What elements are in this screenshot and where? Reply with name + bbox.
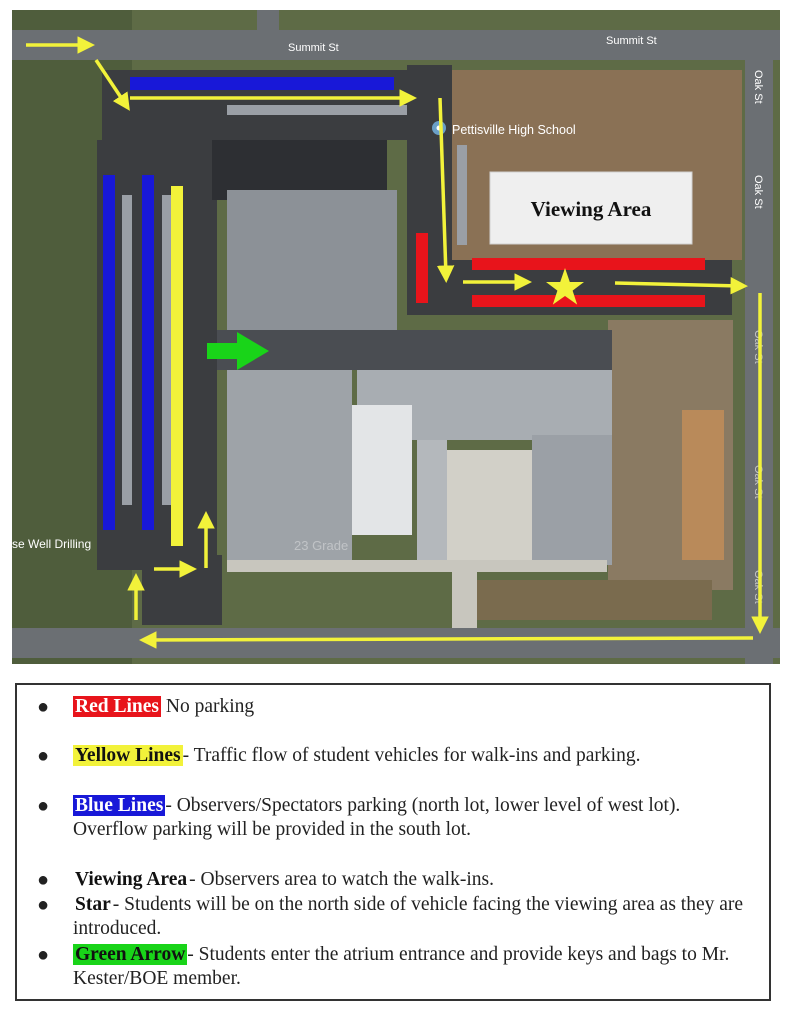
street-label-oak-2: Oak St bbox=[752, 175, 764, 209]
legend-sep: - bbox=[165, 795, 172, 816]
bullet-icon: ● bbox=[37, 894, 50, 916]
legend-text-viewing-area: Observers area to watch the walk-ins. bbox=[195, 869, 494, 890]
red-line-south bbox=[472, 295, 705, 307]
legend-key-viewing-area: Viewing Area bbox=[75, 869, 188, 890]
legend-item-star bbox=[37, 893, 745, 941]
legend-item-yellow-lines bbox=[37, 744, 745, 768]
street-label-oak-1: Oak St bbox=[752, 70, 764, 104]
legend-text-star: Students will be on the north side of vehicle facing the viewing area as they are introduced. bbox=[73, 894, 744, 939]
south-walkway bbox=[227, 560, 607, 572]
playground bbox=[682, 410, 724, 560]
red-line-north bbox=[472, 258, 705, 270]
bullet-icon: ● bbox=[37, 745, 50, 767]
bullet-icon: ● bbox=[37, 696, 50, 718]
red-line-vertical bbox=[416, 233, 428, 303]
legend-sep: - bbox=[189, 869, 196, 890]
legend-text-yellow-lines: Traffic flow of student vehicles for walk-ins and parking. bbox=[189, 745, 641, 766]
legend-item-viewing-area bbox=[37, 868, 745, 892]
legend-sep: - bbox=[112, 894, 120, 915]
yellow-arrow-south-road bbox=[146, 638, 753, 640]
legend-key-red-lines: Red Lines bbox=[75, 696, 159, 717]
legend-item-red-lines bbox=[37, 695, 745, 719]
bullet-icon: ● bbox=[37, 795, 50, 817]
side-street bbox=[257, 10, 279, 40]
legend-sep: - bbox=[187, 944, 194, 965]
legend-item-blue-lines bbox=[37, 794, 745, 842]
courtyard bbox=[447, 450, 537, 570]
south-lawn bbox=[472, 580, 712, 620]
street-label-oak-3: Oak St bbox=[752, 330, 764, 364]
legend bbox=[15, 683, 771, 1001]
school-label: Pettisville High School bbox=[452, 123, 576, 137]
bullet-icon: ● bbox=[37, 944, 50, 966]
legend-sep: - bbox=[182, 745, 190, 766]
legend-key-green-arrow: Green Arrow bbox=[75, 944, 186, 965]
blue-line-north bbox=[130, 77, 394, 90]
street-label-oak-4: Oak St bbox=[752, 465, 764, 499]
campus-map bbox=[12, 10, 780, 664]
blue-line-west-inner bbox=[142, 175, 154, 530]
south-entrance-drive bbox=[142, 555, 222, 625]
summit-st-road bbox=[12, 30, 780, 60]
roof-text: 23 Grade bbox=[294, 538, 349, 553]
street-label-oak-5: Oak St bbox=[752, 570, 764, 604]
south-path bbox=[452, 570, 477, 628]
legend-text-blue-lines: Observers/Spectators parking (north lot, lower level of west lot). Overflow parking will be provided in the south lot. bbox=[73, 795, 681, 840]
legend-key-star: Star bbox=[75, 894, 111, 915]
yellow-line-west-lot bbox=[171, 186, 183, 546]
street-label-summit-west: Summit St bbox=[288, 42, 339, 54]
bullet-icon: ● bbox=[37, 869, 50, 891]
legend-item-green-arrow bbox=[37, 943, 745, 991]
legend-key-blue-lines: Blue Lines bbox=[75, 795, 164, 816]
legend-text-green-arrow: Students enter the atrium entrance and provide keys and bags to Mr. Kester/BOE member. bbox=[73, 944, 730, 989]
viewing-area-label: Viewing Area bbox=[530, 197, 652, 221]
map-pin-icon bbox=[432, 121, 446, 135]
street-label-summit-east: Summit St bbox=[606, 35, 657, 47]
business-label: se Well Drilling bbox=[12, 537, 92, 551]
legend-text-red-lines: No parking bbox=[160, 696, 255, 717]
south-road bbox=[12, 628, 780, 658]
blue-line-west-outer bbox=[103, 175, 115, 530]
legend-key-yellow-lines: Yellow Lines bbox=[75, 745, 181, 766]
